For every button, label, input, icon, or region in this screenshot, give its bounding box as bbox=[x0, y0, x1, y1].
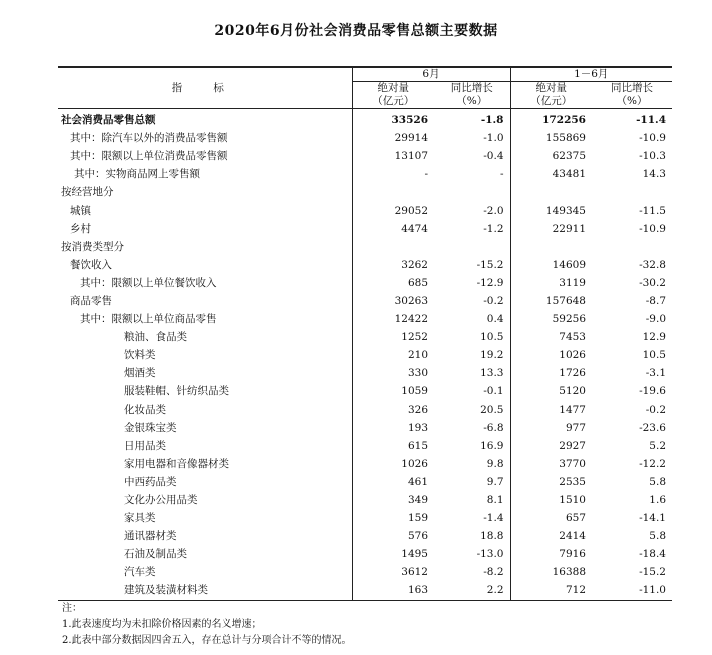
value-jan-jun: 657 bbox=[565, 512, 586, 525]
table-row bbox=[58, 491, 672, 509]
table-row bbox=[58, 346, 672, 364]
growth-june: 2.2 bbox=[434, 581, 510, 600]
growth-june: 9.8 bbox=[434, 455, 510, 473]
table-row bbox=[58, 527, 672, 545]
value-june: 210 bbox=[407, 349, 428, 362]
table-row bbox=[58, 220, 672, 238]
value-jan-jun: 22911 bbox=[552, 222, 586, 235]
table-row bbox=[58, 419, 672, 437]
growth-jan-jun: 14.3 bbox=[642, 168, 666, 181]
row-label: 社会消费品零售总额 bbox=[58, 109, 352, 130]
value-jan-jun: 977 bbox=[565, 421, 586, 434]
growth-jan-jun: 12.9 bbox=[642, 331, 666, 344]
row-label: 金银珠宝类 bbox=[58, 419, 352, 437]
row-label: 其中：限额以上单位消费品零售额 bbox=[58, 147, 352, 165]
table-title: 2020年6月份社会消费品零售总额主要数据 bbox=[214, 23, 498, 39]
value-june: 4474 bbox=[401, 222, 428, 235]
growth-jan-jun: -30.2 bbox=[639, 276, 666, 289]
value-june: 1059 bbox=[401, 385, 428, 398]
growth-june: -1.4 bbox=[434, 509, 510, 527]
growth-june: 18.8 bbox=[434, 527, 510, 545]
row-label: 城镇 bbox=[58, 201, 352, 219]
value-june: 685 bbox=[407, 276, 428, 289]
growth-june: - bbox=[434, 165, 510, 183]
value-june: 29052 bbox=[394, 204, 428, 217]
row-label: 粮油、食品类 bbox=[58, 328, 352, 346]
value-jan-jun bbox=[510, 183, 592, 201]
value-june: 159 bbox=[407, 512, 428, 525]
row-label: 通讯器材类 bbox=[58, 527, 352, 545]
value-jan-jun: 149345 bbox=[545, 204, 586, 217]
growth-june: -0.1 bbox=[434, 382, 510, 400]
growth-jan-jun: -12.2 bbox=[639, 457, 666, 470]
value-jan-jun: 7916 bbox=[559, 548, 586, 561]
row-label: 其中：除汽车以外的消费品零售额 bbox=[58, 129, 352, 147]
growth-jan-jun: -18.4 bbox=[639, 548, 666, 561]
row-label: 饮料类 bbox=[58, 346, 352, 364]
row-label: 汽车类 bbox=[58, 563, 352, 581]
growth-june: 16.9 bbox=[434, 437, 510, 455]
value-june: 3612 bbox=[401, 566, 428, 579]
value-jan-jun: 1726 bbox=[559, 367, 586, 380]
value-jan-jun: 43481 bbox=[552, 168, 586, 181]
table-row bbox=[58, 165, 672, 183]
table-row bbox=[58, 509, 672, 527]
value-jan-jun: 1510 bbox=[559, 494, 586, 507]
growth-jan-jun: -3.1 bbox=[645, 367, 666, 380]
growth-june: -0.4 bbox=[434, 147, 510, 165]
growth-june bbox=[434, 238, 510, 256]
row-label: 家具类 bbox=[58, 509, 352, 527]
table-row bbox=[58, 201, 672, 219]
value-june bbox=[352, 183, 434, 201]
growth-june: 0.4 bbox=[434, 310, 510, 328]
growth-jan-jun: -8.7 bbox=[645, 294, 666, 307]
growth-jan-jun: -11.4 bbox=[636, 114, 666, 127]
header-absolute-june: 绝对量 （亿元） bbox=[352, 82, 434, 109]
growth-jan-jun: -14.1 bbox=[639, 512, 666, 525]
table-row bbox=[58, 109, 672, 130]
value-jan-jun bbox=[510, 238, 592, 256]
growth-june: -8.2 bbox=[434, 563, 510, 581]
value-june: 33526 bbox=[391, 114, 428, 127]
value-june: 330 bbox=[407, 367, 428, 380]
value-jan-jun: 1477 bbox=[559, 403, 586, 416]
row-label: 商品零售 bbox=[58, 292, 352, 310]
value-june bbox=[352, 238, 434, 256]
growth-june: -15.2 bbox=[434, 256, 510, 274]
note-item: 1.此表速度均为未扣除价格因素的名义增速； bbox=[62, 619, 262, 630]
value-jan-jun: 3770 bbox=[559, 457, 586, 470]
header-index: 指 标 bbox=[58, 67, 352, 109]
growth-jan-jun bbox=[592, 238, 672, 256]
growth-jan-jun: -10.9 bbox=[639, 222, 666, 235]
table-row bbox=[58, 292, 672, 310]
growth-june bbox=[434, 183, 510, 201]
growth-june: 19.2 bbox=[434, 346, 510, 364]
value-june: 1252 bbox=[401, 331, 428, 344]
growth-jan-jun: -15.2 bbox=[639, 566, 666, 579]
row-label: 乡村 bbox=[58, 220, 352, 238]
value-jan-jun: 1026 bbox=[559, 349, 586, 362]
table-row bbox=[58, 310, 672, 328]
row-label: 日用品类 bbox=[58, 437, 352, 455]
value-june: 349 bbox=[407, 494, 428, 507]
growth-june: -6.8 bbox=[434, 419, 510, 437]
growth-jan-jun: -9.0 bbox=[645, 313, 666, 326]
row-label: 其中：限额以上单位商品零售 bbox=[58, 310, 352, 328]
value-june: 163 bbox=[352, 581, 434, 600]
value-june: - bbox=[424, 168, 428, 181]
row-label: 家用电器和音像器材类 bbox=[58, 455, 352, 473]
growth-june: 8.1 bbox=[434, 491, 510, 509]
growth-jan-jun: 5.2 bbox=[649, 439, 666, 452]
growth-jan-jun: 1.6 bbox=[649, 494, 666, 507]
growth-jan-jun: 5.8 bbox=[649, 530, 666, 543]
table-row bbox=[58, 364, 672, 382]
growth-june: 10.5 bbox=[434, 328, 510, 346]
value-jan-jun: 14609 bbox=[552, 258, 586, 271]
growth-june: -0.2 bbox=[434, 292, 510, 310]
value-jan-jun: 157648 bbox=[545, 294, 586, 307]
header-growth-june: 同比增长 （%） bbox=[434, 82, 510, 109]
row-label: 按经营地分 bbox=[58, 183, 352, 201]
table-row bbox=[58, 437, 672, 455]
value-june: 30263 bbox=[394, 294, 428, 307]
table-row bbox=[58, 455, 672, 473]
table-body bbox=[58, 109, 672, 601]
value-jan-jun: 2535 bbox=[559, 475, 586, 488]
notes-heading: 注： bbox=[62, 603, 82, 614]
row-label: 石油及制品类 bbox=[58, 545, 352, 563]
table-row bbox=[58, 545, 672, 563]
row-label: 其中：实物商品网上零售额 bbox=[58, 165, 352, 183]
growth-jan-jun: -32.8 bbox=[639, 258, 666, 271]
value-jan-jun: 62375 bbox=[552, 150, 586, 163]
value-jan-jun: 5120 bbox=[559, 385, 586, 398]
growth-june: -1.0 bbox=[434, 129, 510, 147]
value-jan-jun: 3119 bbox=[559, 276, 586, 289]
growth-june: 20.5 bbox=[434, 401, 510, 419]
table-row bbox=[58, 382, 672, 400]
growth-jan-jun: -19.6 bbox=[639, 385, 666, 398]
value-june: 12422 bbox=[394, 313, 428, 326]
growth-june: -12.9 bbox=[434, 274, 510, 292]
value-jan-jun: 2414 bbox=[559, 530, 586, 543]
growth-june: 9.7 bbox=[434, 473, 510, 491]
table-row bbox=[58, 581, 672, 600]
row-label: 文化办公用品类 bbox=[58, 491, 352, 509]
retail-sales-table bbox=[58, 66, 672, 601]
table-row bbox=[58, 274, 672, 292]
growth-june: -1.8 bbox=[434, 109, 510, 130]
value-june: 615 bbox=[407, 439, 428, 452]
row-label: 服装鞋帽、针纺织品类 bbox=[58, 382, 352, 400]
value-jan-jun: 7453 bbox=[559, 331, 586, 344]
growth-jan-jun bbox=[592, 183, 672, 201]
value-june: 461 bbox=[407, 475, 428, 488]
header-period-june: 6月 bbox=[352, 67, 510, 82]
row-label: 餐饮收入 bbox=[58, 256, 352, 274]
value-jan-jun: 59256 bbox=[552, 313, 586, 326]
table-row bbox=[58, 328, 672, 346]
growth-jan-jun: -11.5 bbox=[639, 204, 666, 217]
value-june: 193 bbox=[407, 421, 428, 434]
value-jan-jun: 155869 bbox=[545, 132, 586, 145]
header-period-jan-jun: 1－6月 bbox=[510, 67, 672, 82]
row-label: 按消费类型分 bbox=[58, 238, 352, 256]
table-row bbox=[58, 401, 672, 419]
growth-jan-jun: -10.3 bbox=[639, 150, 666, 163]
header-growth-jan-jun: 同比增长 （%） bbox=[592, 82, 672, 109]
table-row bbox=[58, 473, 672, 491]
value-june: 29914 bbox=[394, 132, 428, 145]
table-row bbox=[58, 563, 672, 581]
growth-june: -13.0 bbox=[434, 545, 510, 563]
value-jan-jun: 172256 bbox=[542, 114, 586, 127]
row-label: 其中：限额以上单位餐饮收入 bbox=[58, 274, 352, 292]
note-item: 2.此表中部分数据因四舍五入，存在总计与分项合计不等的情况。 bbox=[62, 635, 352, 646]
row-label: 中西药品类 bbox=[58, 473, 352, 491]
value-june: 1495 bbox=[401, 548, 428, 561]
table-row bbox=[58, 129, 672, 147]
value-june: 326 bbox=[407, 403, 428, 416]
header-absolute-jan-jun: 绝对量 （亿元） bbox=[510, 82, 592, 109]
row-label: 建筑及装潢材料类 bbox=[58, 581, 352, 600]
growth-jan-jun: -11.0 bbox=[592, 581, 672, 600]
growth-june: -2.0 bbox=[434, 201, 510, 219]
table-row bbox=[58, 238, 672, 256]
value-jan-jun: 712 bbox=[510, 581, 592, 600]
value-june: 1026 bbox=[401, 457, 428, 470]
growth-june: -1.2 bbox=[434, 220, 510, 238]
row-label: 烟酒类 bbox=[58, 364, 352, 382]
growth-jan-jun: -23.6 bbox=[639, 421, 666, 434]
growth-june: 13.3 bbox=[434, 364, 510, 382]
value-june: 13107 bbox=[394, 150, 428, 163]
table-row bbox=[58, 183, 672, 201]
growth-jan-jun: -10.9 bbox=[639, 132, 666, 145]
table-row bbox=[58, 256, 672, 274]
growth-jan-jun: 5.8 bbox=[649, 475, 666, 488]
value-june: 576 bbox=[407, 530, 428, 543]
table-notes bbox=[62, 601, 352, 649]
value-jan-jun: 16388 bbox=[552, 566, 586, 579]
value-june: 3262 bbox=[401, 258, 428, 271]
table-row bbox=[58, 147, 672, 165]
growth-jan-jun: 10.5 bbox=[642, 349, 666, 362]
growth-jan-jun: -0.2 bbox=[645, 403, 666, 416]
value-jan-jun: 2927 bbox=[559, 439, 586, 452]
row-label: 化妆品类 bbox=[58, 401, 352, 419]
